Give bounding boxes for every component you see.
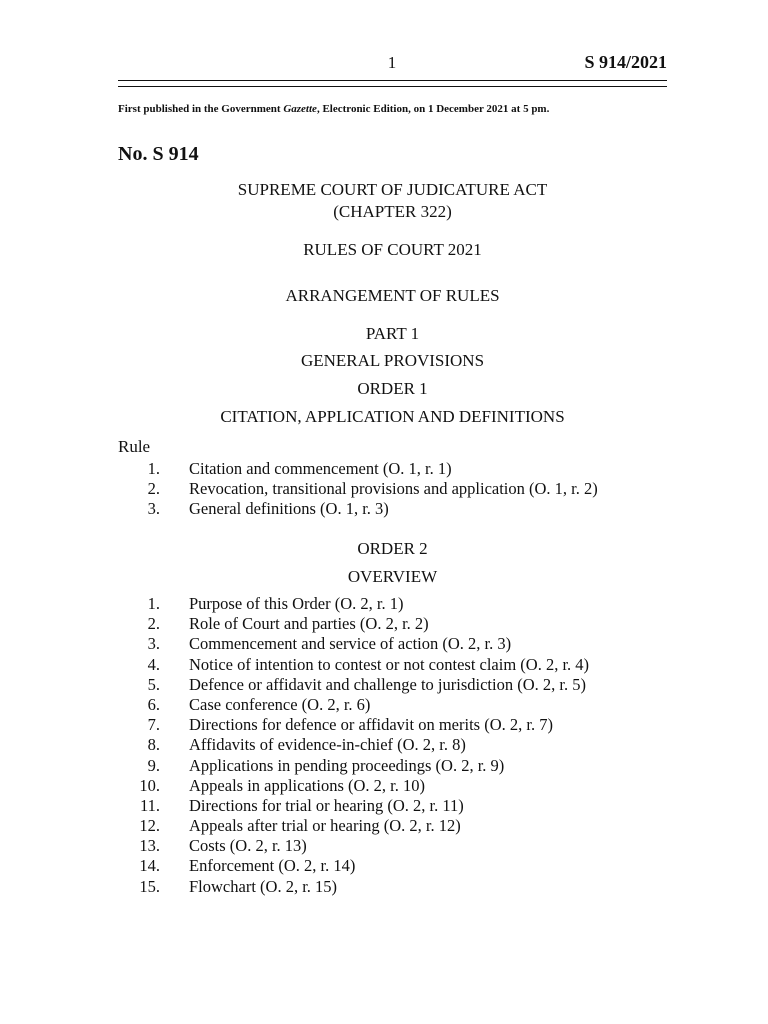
- rule-number: 3.: [147, 634, 160, 654]
- list-item[interactable]: [118, 655, 678, 675]
- part-label: PART 1: [365, 324, 420, 343]
- list-item[interactable]: [118, 715, 678, 735]
- list-item[interactable]: [118, 695, 678, 715]
- rules-title: RULES OF COURT 2021: [303, 240, 482, 259]
- order-2-label: ORDER 2: [357, 539, 428, 558]
- rule-number: 12.: [139, 816, 160, 836]
- list-item[interactable]: [118, 735, 678, 755]
- publication-suffix: , Electronic Edition, on 1 December 2021 at 5 pm.: [316, 103, 550, 115]
- rule-title: Case conference (O. 2, r. 6): [189, 694, 371, 714]
- list-item[interactable]: [118, 499, 678, 519]
- rule-title: Role of Court and parties (O. 2, r. 2): [189, 614, 429, 634]
- rule-number: 15.: [139, 876, 160, 896]
- list-item[interactable]: [118, 877, 678, 897]
- rule-number: 10.: [139, 775, 160, 795]
- header-rule-top: [118, 80, 667, 81]
- list-item[interactable]: [118, 856, 678, 876]
- rule-number: 5.: [147, 674, 160, 694]
- rule-title: Notice of intention to contest or not contest claim (O. 2, r. 4): [189, 654, 590, 674]
- rule-title: Applications in pending proceedings (O. 2, r. 9): [189, 755, 505, 775]
- rule-number: 11.: [139, 795, 160, 815]
- list-item[interactable]: [118, 614, 678, 634]
- order-1-title: CITATION, APPLICATION AND DEFINITIONS: [220, 407, 565, 426]
- rule-title: Costs (O. 2, r. 13): [189, 836, 307, 856]
- rule-title: Appeals in applications (O. 2, r. 10): [189, 775, 425, 795]
- rule-number: 8.: [147, 735, 160, 755]
- notice-number: No. S 914: [118, 143, 199, 165]
- rule-title: Defence or affidavit and challenge to jurisdiction (O. 2, r. 5): [189, 674, 586, 694]
- act-title: SUPREME COURT OF JUDICATURE ACT: [237, 180, 548, 199]
- list-item[interactable]: [118, 816, 678, 836]
- rule-number: 9.: [147, 755, 160, 775]
- gazette-number: S 914/2021: [584, 52, 667, 72]
- rule-number: 1.: [147, 459, 160, 478]
- rule-title: Appeals after trial or hearing (O. 2, r. 12): [189, 816, 461, 836]
- list-item[interactable]: [118, 776, 678, 796]
- publication-gazette-word: Gazette: [283, 103, 317, 115]
- order-1-rules-list: [118, 459, 678, 520]
- rule-number: 3.: [147, 499, 160, 519]
- rule-column-label: Rule: [118, 437, 151, 456]
- rule-title: Directions for defence or affidavit on merits (O. 2, r. 7): [189, 715, 553, 735]
- list-item[interactable]: [118, 479, 678, 499]
- publication-notice: [118, 103, 549, 115]
- rule-title: Commencement and service of action (O. 2, r. 3): [189, 634, 512, 654]
- part-title: GENERAL PROVISIONS: [300, 351, 485, 370]
- rule-title: Purpose of this Order (O. 2, r. 1): [189, 594, 404, 613]
- rule-number: 4.: [147, 654, 160, 674]
- list-item[interactable]: [118, 796, 678, 816]
- rule-number: 14.: [139, 856, 160, 876]
- page-number: 1: [387, 53, 397, 72]
- list-item[interactable]: [118, 634, 678, 654]
- rule-title: General definitions (O. 1, r. 3): [189, 499, 389, 519]
- rule-number: 7.: [147, 715, 160, 735]
- rule-number: 2.: [147, 479, 160, 499]
- rule-number: 13.: [139, 836, 160, 856]
- rule-title: Flowchart (O. 2, r. 15): [189, 876, 338, 896]
- arrangement-heading: ARRANGEMENT OF RULES: [285, 286, 500, 305]
- list-item[interactable]: [118, 756, 678, 776]
- order-1-label: ORDER 1: [357, 379, 428, 398]
- rule-title: Citation and commencement (O. 1, r. 1): [189, 459, 452, 478]
- act-chapter: (CHAPTER 322): [333, 202, 452, 221]
- rule-number: 2.: [147, 614, 160, 634]
- header-rule-bottom: [118, 86, 667, 87]
- rule-number: 6.: [147, 694, 160, 714]
- list-item[interactable]: [118, 459, 678, 479]
- order-2-rules-list: [118, 594, 678, 897]
- rule-title: Enforcement (O. 2, r. 14): [189, 856, 356, 876]
- rule-title: Affidavits of evidence-in-chief (O. 2, r. 8): [189, 735, 466, 755]
- rule-title: Directions for trial or hearing (O. 2, r. 11): [189, 795, 464, 815]
- list-item[interactable]: [118, 836, 678, 856]
- order-2-title: OVERVIEW: [347, 567, 438, 586]
- publication-prefix: First published in the Government: [118, 103, 284, 115]
- list-item[interactable]: [118, 675, 678, 695]
- rule-title: Revocation, transitional provisions and application (O. 1, r. 2): [189, 479, 598, 499]
- rule-number: 1.: [147, 594, 160, 613]
- list-item[interactable]: [118, 594, 678, 614]
